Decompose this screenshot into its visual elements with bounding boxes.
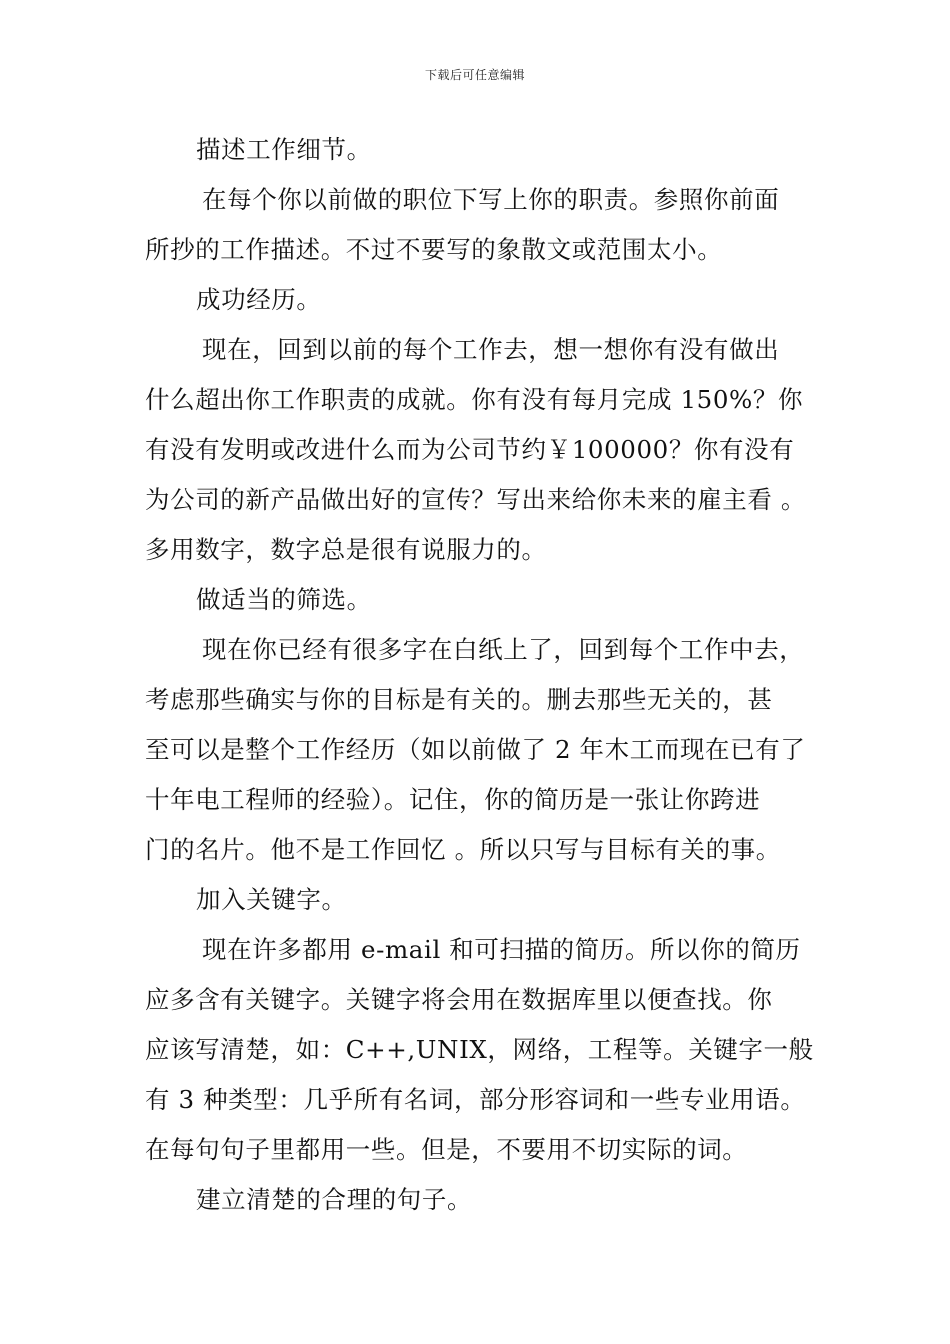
heading-work-details: 描述工作细节。 <box>196 135 372 164</box>
heading-clear-sentences: 建立清楚的合理的句子。 <box>196 1185 473 1214</box>
paragraph-line: 现在，回到以前的每个工作去，想一想你有没有做出 <box>202 335 780 364</box>
paragraph-line: 有没有发明或改进什么而为公司节约￥100000？你有没有 <box>145 435 795 464</box>
paragraph-line: 现在许多都用 e-mail 和可扫描的简历。所以你的简历 <box>202 935 801 964</box>
heading-screening: 做适当的筛选。 <box>196 585 372 614</box>
paragraph-line: 应该写清楚，如：C++,UNIX，网络，工程等。关键字一般 <box>145 1035 814 1064</box>
paragraph-line: 为公司的新产品做出好的宣传？写出来给你未来的雇主看 。 <box>145 485 806 514</box>
paragraph-line: 门的名片。他不是工作回忆 。所以只写与目标有关的事。 <box>145 835 781 864</box>
page-header: 下载后可任意编辑 <box>424 68 525 82</box>
paragraph-line: 什么超出你工作职责的成就。你有没有每月完成 150%？你 <box>145 385 804 414</box>
paragraph-line: 考虑那些确实与你的目标是有关的。删去那些无关的，甚 <box>145 685 773 714</box>
paragraph-line: 在每个你以前做的职位下写上你的职责。参照你前面 <box>202 185 780 214</box>
paragraph-line: 有 3 种类型：几乎所有名词，部分形容词和一些专业用语。 <box>145 1085 806 1114</box>
heading-keywords: 加入关键字。 <box>196 885 347 914</box>
paragraph-line: 所抄的工作描述。不过不要写的象散文或范围太小。 <box>145 235 723 264</box>
paragraph-line: 应多含有关键字。关键字将会用在数据库里以便查找。你 <box>145 985 773 1014</box>
heading-achievements: 成功经历。 <box>196 285 322 314</box>
paragraph-line: 在每句句子里都用一些。但是，不要用不切实际的词。 <box>145 1135 748 1164</box>
paragraph-line: 至可以是整个工作经历（如以前做了 2 年木工而现在已有了 <box>145 735 806 764</box>
paragraph-line: 多用数字，数字总是很有说服力的。 <box>145 535 547 564</box>
paragraph-line: 现在你已经有很多字在白纸上了，回到每个工作中去， <box>202 635 805 664</box>
paragraph-line: 十年电工程师的经验）。记住，你的简历是一张让你跨进 <box>145 785 761 814</box>
